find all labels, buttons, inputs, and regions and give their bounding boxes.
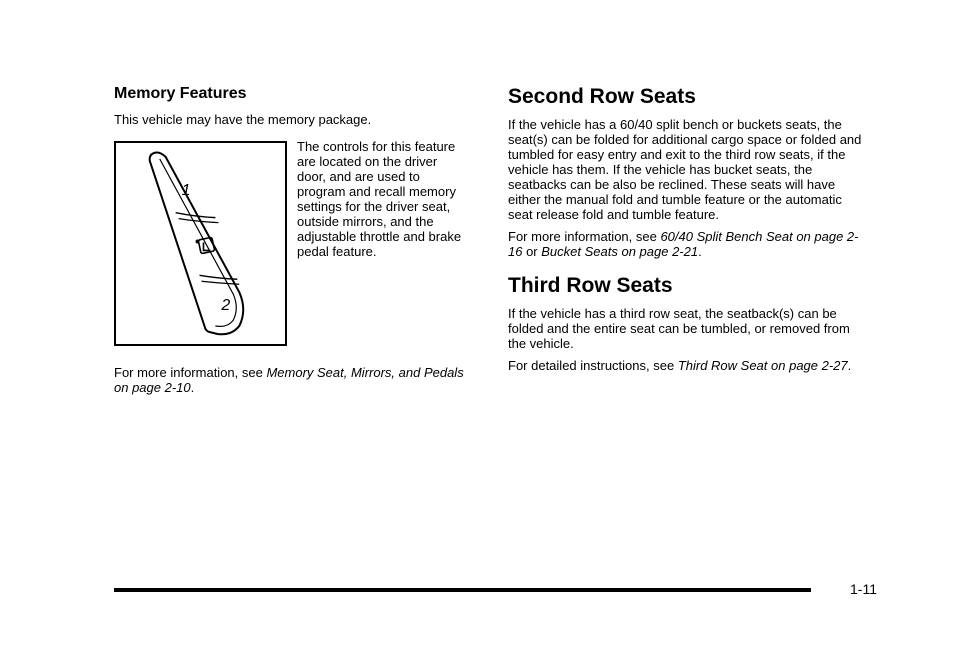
memory-intro-text: This vehicle may have the memory package. — [114, 112, 372, 127]
page-number: 1-11 — [850, 581, 877, 597]
button-2-label: 2 — [221, 297, 231, 315]
memory-features-heading: Memory Features — [114, 85, 247, 102]
third-row-heading: Third Row Seats — [508, 274, 673, 297]
more-info-prefix: For more information, see — [114, 365, 267, 380]
second-row-heading: Second Row Seats — [508, 85, 696, 108]
memory-figure-row — [114, 139, 474, 357]
split-bench-link[interactable]: 60/40 Split Bench Seat on page 2-16 — [508, 229, 859, 259]
memory-seat-icon — [196, 237, 215, 254]
second-row-more-prefix: For more information, see — [508, 229, 661, 244]
memory-figure-caption: The controls for this feature are located on the driver door, and are used to program and recall memory settings for the driver seat, outside mirrors, and the adjustable throttle and brake pedal feature. — [297, 139, 462, 259]
third-row-suffix: . — [847, 358, 852, 373]
memory-more-info — [114, 365, 474, 395]
second-row-or: or — [522, 244, 542, 259]
third-row-more-prefix: For detailed instructions, see — [508, 358, 678, 373]
memory-switch-svg — [116, 143, 285, 344]
left-column — [114, 84, 474, 395]
bucket-seats-link[interactable]: Bucket Seats on page 2-21 — [541, 244, 699, 259]
more-info-suffix: . — [190, 380, 195, 395]
third-row-seat-link[interactable]: Third Row Seat on page 2-27 — [677, 358, 848, 373]
second-row-body: If the vehicle has a 60/40 split bench or buckets seats, the seat(s) can be folded for additional cargo space or folded and tumbled for easy entry and exit to the third row seats, if the vehicle has them. If the vehicle has bucket seats, the seatbacks can be also be reclined. These seats will have either the manual fold and tumble feature or the automatic seat release fold and tumble feature. — [508, 117, 862, 222]
right-column — [508, 84, 868, 373]
footer-rule — [114, 588, 811, 592]
second-row-suffix: . — [698, 244, 702, 259]
memory-buttons-illustration — [114, 141, 287, 346]
third-row-body: If the vehicle has a third row seat, the seatback(s) can be folded and the entire seat can be tumbled, or removed from the vehicle. — [508, 306, 850, 351]
second-row-more-info — [508, 229, 868, 259]
memory-seat-reference-link[interactable]: Memory Seat, Mirrors, and Pedals on page 2-10 — [114, 365, 464, 395]
button-1-label: 1 — [181, 181, 191, 199]
third-row-more-info — [508, 358, 868, 373]
